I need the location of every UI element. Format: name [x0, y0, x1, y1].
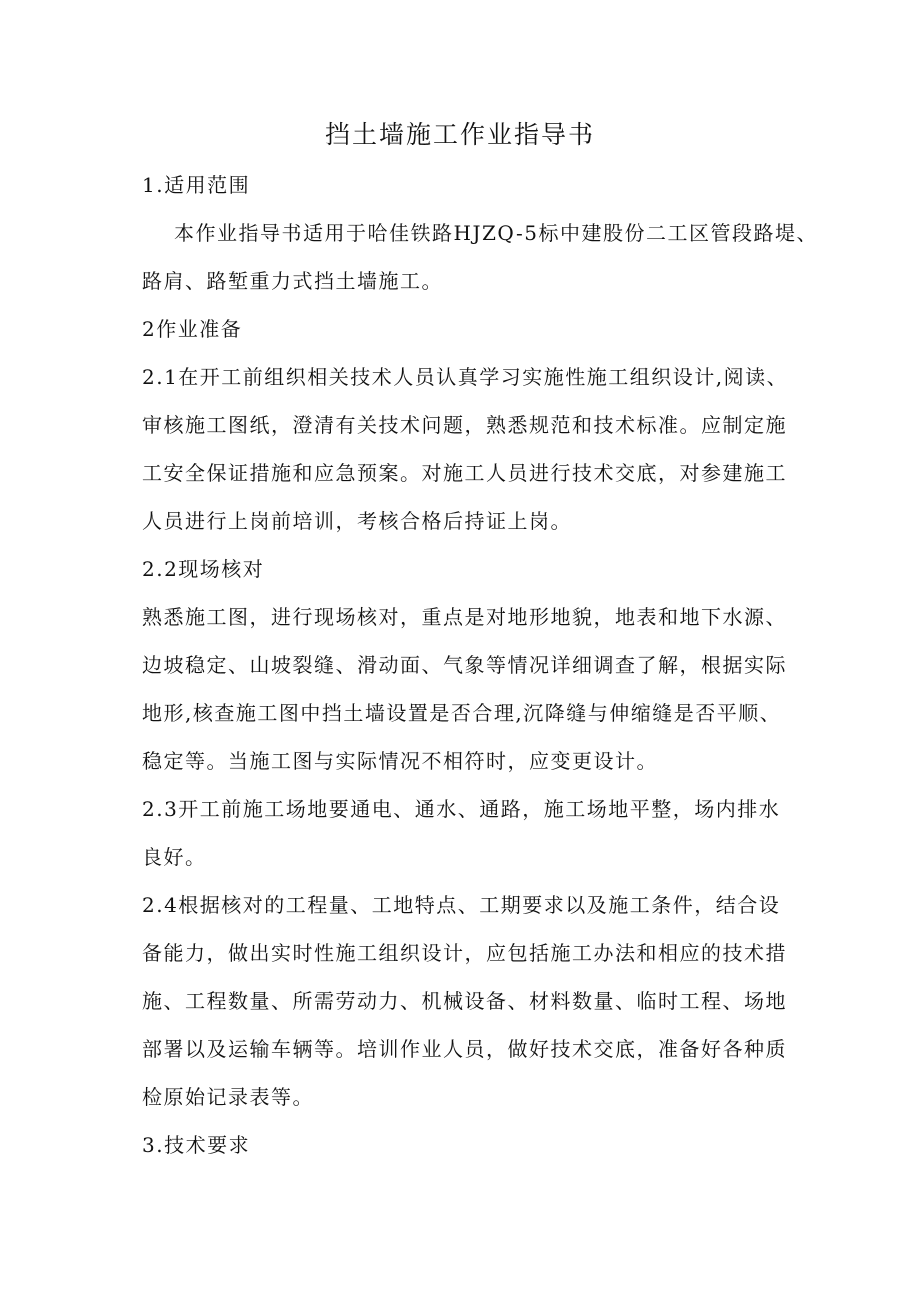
paragraph-line: 地形,核查施工图中挡土墙设置是否合理,沉降缝与伸缩缝是否平顺、 [142, 701, 782, 725]
section-heading: 2作业准备 [142, 317, 243, 341]
section-heading: 1.适用范围 [142, 173, 251, 197]
paragraph-line: 2.1在开工前组织相关技术人员认真学习实施性施工组织设计,阅读、 [142, 365, 789, 389]
paragraph-line: 本作业指导书适用于哈佳铁路HJZQ-5标中建股份二工区管段路堤、 [174, 221, 818, 245]
paragraph-line: 路肩、路堑重力式挡土墙施工。 [142, 269, 443, 293]
document-title: 挡土墙施工作业指导书 [324, 120, 595, 149]
paragraph-line: 2.4根据核对的工程量、工地特点、工期要求以及施工条件，结合设 [142, 893, 781, 917]
paragraph-line: 备能力，做出实时性施工组织设计，应包括施工办法和相应的技术措 [142, 941, 787, 965]
paragraph-line: 审核施工图纸，澄清有关技术问题，熟悉规范和技术标准。应制定施 [142, 413, 787, 437]
paragraph-line: 检原始记录表等。 [142, 1085, 314, 1109]
paragraph-line: 部署以及运输车辆等。培训作业人员，做好技术交底，准备好各种质 [142, 1037, 787, 1061]
paragraph-line: 边坡稳定、山坡裂缝、滑动面、气象等情况详细调查了解，根据实际 [142, 653, 787, 677]
paragraph-line: 良好。 [142, 845, 207, 869]
paragraph-line: 稳定等。当施工图与实际情况不相符时，应变更设计。 [142, 749, 658, 773]
paragraph-line: 熟悉施工图，进行现场核对，重点是对地形地貌，地表和地下水源、 [142, 605, 787, 629]
paragraph-line: 2.3开工前施工场地要通电、通水、通路，施工场地平整，场内排水 [142, 797, 781, 821]
section-heading: 2.2现场核对 [142, 557, 265, 581]
section-heading: 3.技术要求 [142, 1133, 251, 1157]
paragraph-line: 施、工程数量、所需劳动力、机械设备、材料数量、临时工程、场地 [142, 989, 787, 1013]
paragraph-line: 人员进行上岗前培训，考核合格后持证上岗。 [142, 509, 572, 533]
paragraph-line: 工安全保证措施和应急预案。对施工人员进行技术交底，对参建施工 [142, 461, 787, 485]
